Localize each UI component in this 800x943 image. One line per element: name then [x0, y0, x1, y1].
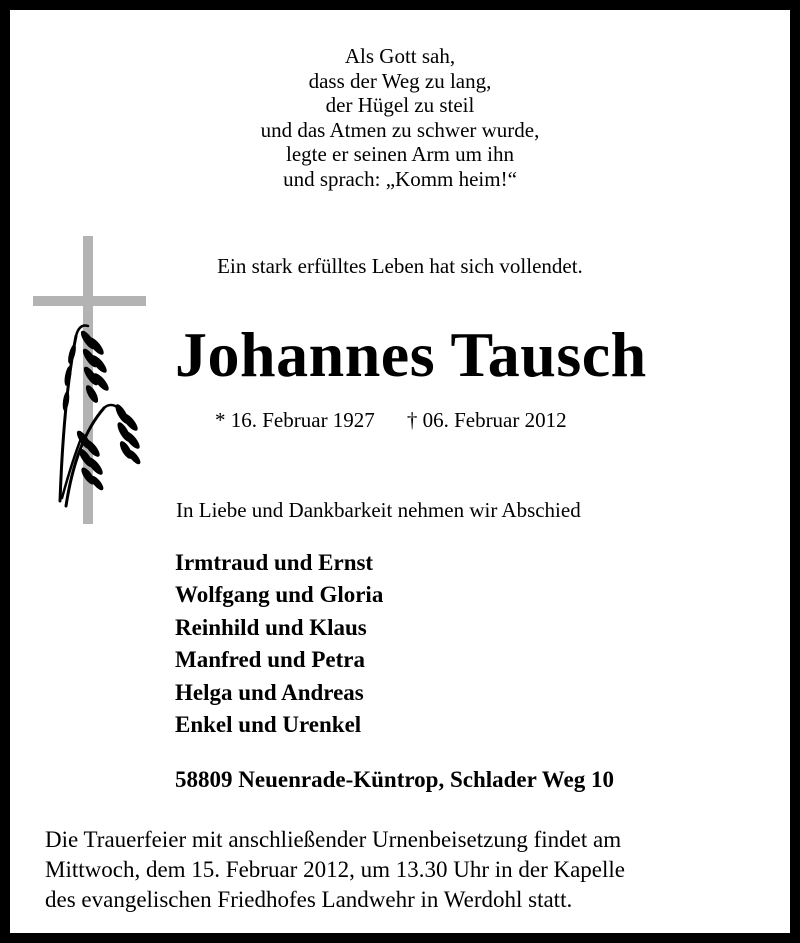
birth-date: * 16. Februar 1927	[215, 408, 375, 432]
tagline: Ein stark erfülltes Leben hat sich vollendet.	[217, 254, 583, 278]
cross-with-wheat-icon	[32, 236, 152, 528]
farewell-line: In Liebe und Dankbarkeit nehmen wir Abschied	[176, 498, 581, 522]
mourner-entry: Helga und Andreas	[175, 679, 364, 705]
poem-line: legte er seinen Arm um ihn	[285, 142, 515, 166]
notice-line: Mittwoch, dem 15. Februar 2012, um 13.30 Uhr in der Kapelle	[45, 857, 625, 882]
poem-line: und sprach: „Komm heim!“	[283, 166, 517, 191]
poem-line: Als Gott sah,	[344, 44, 456, 68]
poem-line: der Hügel zu steil	[325, 93, 475, 117]
mourner-entry: Wolfgang und Gloria	[175, 582, 384, 608]
mourner-entry: Manfred und Petra	[175, 647, 365, 673]
funeral-notice	[45, 825, 625, 915]
mourner-entry: Enkel und Urenkel	[175, 712, 362, 738]
poem-line: und das Atmen zu schwer wurde,	[260, 117, 540, 142]
poem-line: dass der Weg zu lang,	[308, 68, 492, 93]
family-address: 58809 Neuenrade-Küntrop, Schlader Weg 10	[175, 767, 614, 792]
death-date: † 06. Februar 2012	[406, 408, 567, 432]
notice-line: Die Trauerfeier mit anschließender Urnenbeisetzung findet am	[45, 827, 622, 852]
notice-line: des evangelischen Friedhofes Landwehr in Werdohl statt.	[45, 887, 573, 912]
mourner-entry: Irmtraud und Ernst	[175, 550, 374, 575]
deceased-name: Johannes Tausch	[175, 319, 647, 390]
life-dates	[215, 408, 567, 433]
poem	[10, 44, 790, 191]
mourner-entry: Reinhild und Klaus	[175, 614, 367, 640]
mourners-list	[175, 547, 383, 741]
